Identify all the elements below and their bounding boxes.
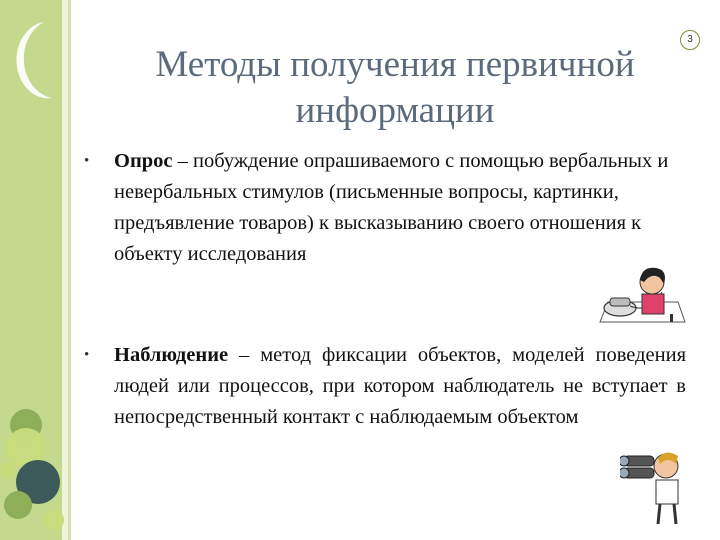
slide-title: Методы получения первичной информации xyxy=(155,44,635,131)
bullet-observation xyxy=(84,340,686,433)
slide-number: 3 xyxy=(680,30,700,50)
bullet-term: Опрос xyxy=(114,150,173,172)
bullet-marker: • xyxy=(84,153,90,169)
decorative-circles-icon xyxy=(0,0,80,540)
bullet-text: – метод фиксации объектов, моделей поведения людей или процессов, при котором наблюдатель не вступает в непосредственный контакт с наблюдаемым объектом xyxy=(114,344,686,428)
bullet-term: Наблюдение xyxy=(114,344,229,366)
bullet-marker: • xyxy=(84,347,90,363)
binoculars-observer-clipart-icon xyxy=(620,440,692,526)
bullet-text: – побуждение опрашиваемого с помощью вербальных и невербальных стимулов (письменные вопросы, картинки, предъявление товаров) к высказыванию своего отношения к объекту исследования xyxy=(114,150,669,265)
telephone-survey-clipart-icon xyxy=(590,262,690,332)
bullet-survey xyxy=(84,146,694,270)
